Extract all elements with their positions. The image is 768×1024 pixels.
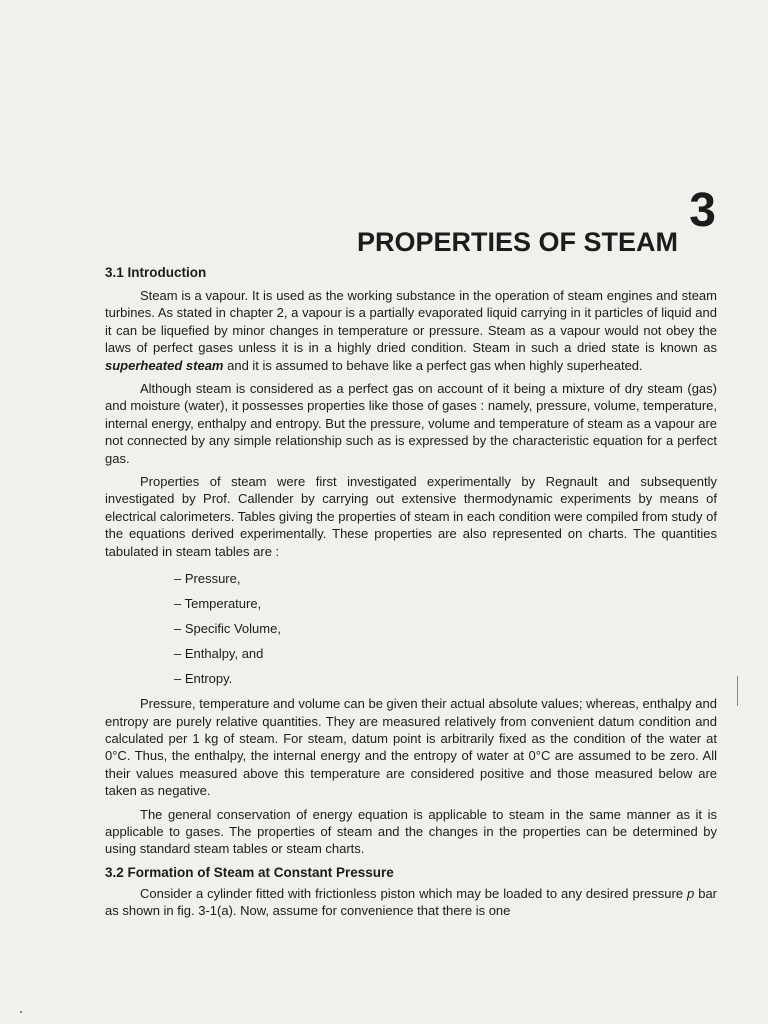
section-heading-formation-of-steam: 3.2 Formation of Steam at Constant Pressure (105, 864, 394, 880)
term-superheated-steam: superheated steam (105, 357, 224, 373)
section-heading-introduction: 3.1 Introduction (105, 265, 207, 280)
tabulated-quantities-list (105, 566, 717, 691)
paragraph-text: and it is assumed to behave like a perfect gas when highly superheated. (223, 357, 643, 373)
paragraph-intro-1 (105, 287, 717, 374)
list-item: – Specific Volume, (174, 621, 281, 637)
page-body (105, 264, 717, 926)
list-item: – Entropy. (174, 671, 233, 687)
list-item: – Temperature, (174, 596, 262, 612)
chapter-number: 3 (689, 184, 716, 237)
list-item: – Enthalpy, and (174, 646, 264, 662)
paragraph-text: bar as shown in fig. 3-1(a). Now, assume for convenience that there is one (105, 885, 718, 919)
variable-p: p (687, 885, 695, 901)
paragraph-intro-2: Although steam is considered as a perfect gas on account of it being a mixture of dry steam (gas) and moisture (water), it possesses properties like those of gases : namely, pressure, volume, temperature, internal energy, enthalpy and entropy. But the pressure, volume and temperature of steam as a vapour are not connected by any simple relationship such as is expressed by the characteristic equation for a perfect gas. (105, 381, 717, 466)
chapter-title: PROPERTIES OF STEAM (357, 227, 679, 257)
paragraph-formation-1 (105, 885, 717, 920)
paragraph-text: Steam is a vapour. It is used as the working substance in the operation of steam engines and steam turbines. As stated in chapter 2, a vapour is a partially evaporated liquid carrying in it particles of liquid and it can be liquefied by minor changes in temperature or pressure. Steam as a vapour would not obey the laws of perfect gases unless it is in a highly dried condition. Steam in such a dried state is known as (105, 288, 717, 356)
scan-speck (20, 1011, 22, 1013)
paragraph-intro-5: The general conservation of energy equation is applicable to steam in the same manner as it is applicable to gases. The properties of steam and the changes in the properties can be determined by using standard steam tables or steam charts. (105, 806, 717, 857)
paragraph-intro-4: Pressure, temperature and volume can be given their actual absolute values; whereas, enthalpy and entropy are purely relative quantities. They are measured relatively from convenient datum condition and calculated per 1 kg of steam. For steam, datum point is arbitrarily fixed as the condition of the water at 0°C. Thus, the enthalpy, the internal energy and the entropy of water at 0°C are assumed to be zero. All their values measured above this temperature are considered positive and those measured below are taken as negative. (105, 696, 717, 799)
scan-edge-mark (737, 676, 738, 706)
paragraph-text: Consider a cylinder fitted with frictionless piston which may be loaded to any desired pressure (140, 885, 688, 901)
list-item: – Pressure, (174, 571, 241, 587)
paragraph-intro-3: Properties of steam were first investigated experimentally by Regnault and subsequently investigated by Prof. Callender by carrying out extensive thermodynamic experiments by means of electrical calorimeters. Tables giving the properties of steam in each condition were compiled from study of the equations derived experimentally. These properties are also represented on charts. The quantities tabulated in steam tables are : (105, 474, 717, 559)
